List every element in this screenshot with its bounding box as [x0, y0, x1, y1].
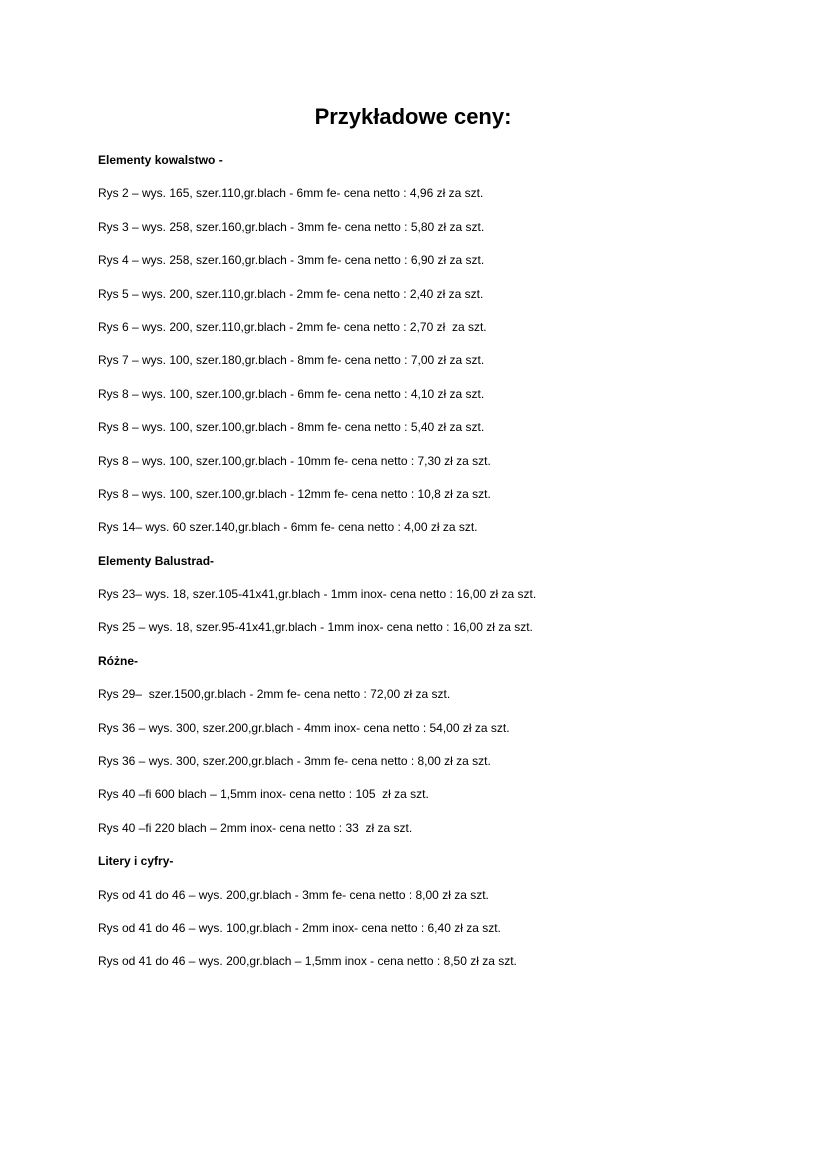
- price-item: Rys 4 – wys. 258, szer.160,gr.blach - 3mm fe- cena netto : 6,90 zł za szt.: [98, 253, 485, 268]
- price-item: Rys 29– szer.1500,gr.blach - 2mm fe- cena netto : 72,00 zł za szt.: [98, 687, 451, 702]
- section-litery: [98, 851, 798, 985]
- price-item: Rys 14– wys. 60 szer.140,gr.blach - 6mm fe- cena netto : 4,00 zł za szt.: [98, 520, 478, 535]
- price-item: Rys 8 – wys. 100, szer.100,gr.blach - 10mm fe- cena netto : 7,30 zł za szt.: [98, 453, 491, 468]
- price-item: Rys 8 – wys. 100, szer.100,gr.blach - 8mm fe- cena netto : 5,40 zł za szt.: [98, 420, 485, 435]
- section-heading: Elementy Balustrad-: [98, 553, 215, 568]
- price-item: Rys 8 – wys. 100, szer.100,gr.blach - 6mm fe- cena netto : 4,10 zł za szt.: [98, 386, 485, 401]
- page-title: Przykładowe ceny:: [314, 104, 512, 129]
- price-item: Rys 36 – wys. 300, szer.200,gr.blach - 4mm inox- cena netto : 54,00 zł za szt.: [98, 720, 510, 735]
- section-rozne: [98, 651, 798, 851]
- price-item: Rys 8 – wys. 100, szer.100,gr.blach - 12mm fe- cena netto : 10,8 zł za szt.: [98, 486, 491, 501]
- price-item: Rys od 41 do 46 – wys. 200,gr.blach - 3mm fe- cena netto : 8,00 zł za szt.: [98, 887, 489, 902]
- price-item: Rys od 41 do 46 – wys. 200,gr.blach – 1,5mm inox - cena netto : 8,50 zł za szt.: [98, 954, 517, 969]
- price-item: Rys 40 –fi 220 blach – 2mm inox- cena netto : 33 zł za szt.: [98, 820, 413, 835]
- section-heading: Różne-: [98, 653, 138, 668]
- price-item: Rys 6 – wys. 200, szer.110,gr.blach - 2mm fe- cena netto : 2,70 zł za szt.: [98, 319, 487, 334]
- price-item: Rys 23– wys. 18, szer.105-41x41,gr.blach - 1mm inox- cena netto : 16,00 zł za szt.: [98, 587, 537, 602]
- price-item: Rys 5 – wys. 200, szer.110,gr.blach - 2mm fe- cena netto : 2,40 zł za szt.: [98, 286, 484, 301]
- price-item: Rys 3 – wys. 258, szer.160,gr.blach - 3mm fe- cena netto : 5,80 zł za szt.: [98, 219, 485, 234]
- price-list: [98, 150, 798, 985]
- price-item: Rys od 41 do 46 – wys. 100,gr.blach - 2mm inox- cena netto : 6,40 zł za szt.: [98, 920, 501, 935]
- section-heading: Elementy kowalstwo -: [98, 153, 223, 167]
- price-item: Rys 36 – wys. 300, szer.200,gr.blach - 3mm fe- cena netto : 8,00 zł za szt.: [98, 754, 491, 769]
- section-kowalstwo: [98, 150, 798, 551]
- price-item: Rys 2 – wys. 165, szer.110,gr.blach - 6mm fe- cena netto : 4,96 zł za szt.: [98, 186, 484, 201]
- price-item: Rys 7 – wys. 100, szer.180,gr.blach - 8mm fe- cena netto : 7,00 zł za szt.: [98, 353, 485, 368]
- price-item: Rys 25 – wys. 18, szer.95-41x41,gr.blach - 1mm inox- cena netto : 16,00 zł za szt.: [98, 620, 533, 635]
- section-heading: Litery i cyfry-: [98, 854, 174, 869]
- price-item: Rys 40 –fi 600 blach – 1,5mm inox- cena netto : 105 zł za szt.: [98, 787, 429, 802]
- section-balustrad: [98, 551, 798, 651]
